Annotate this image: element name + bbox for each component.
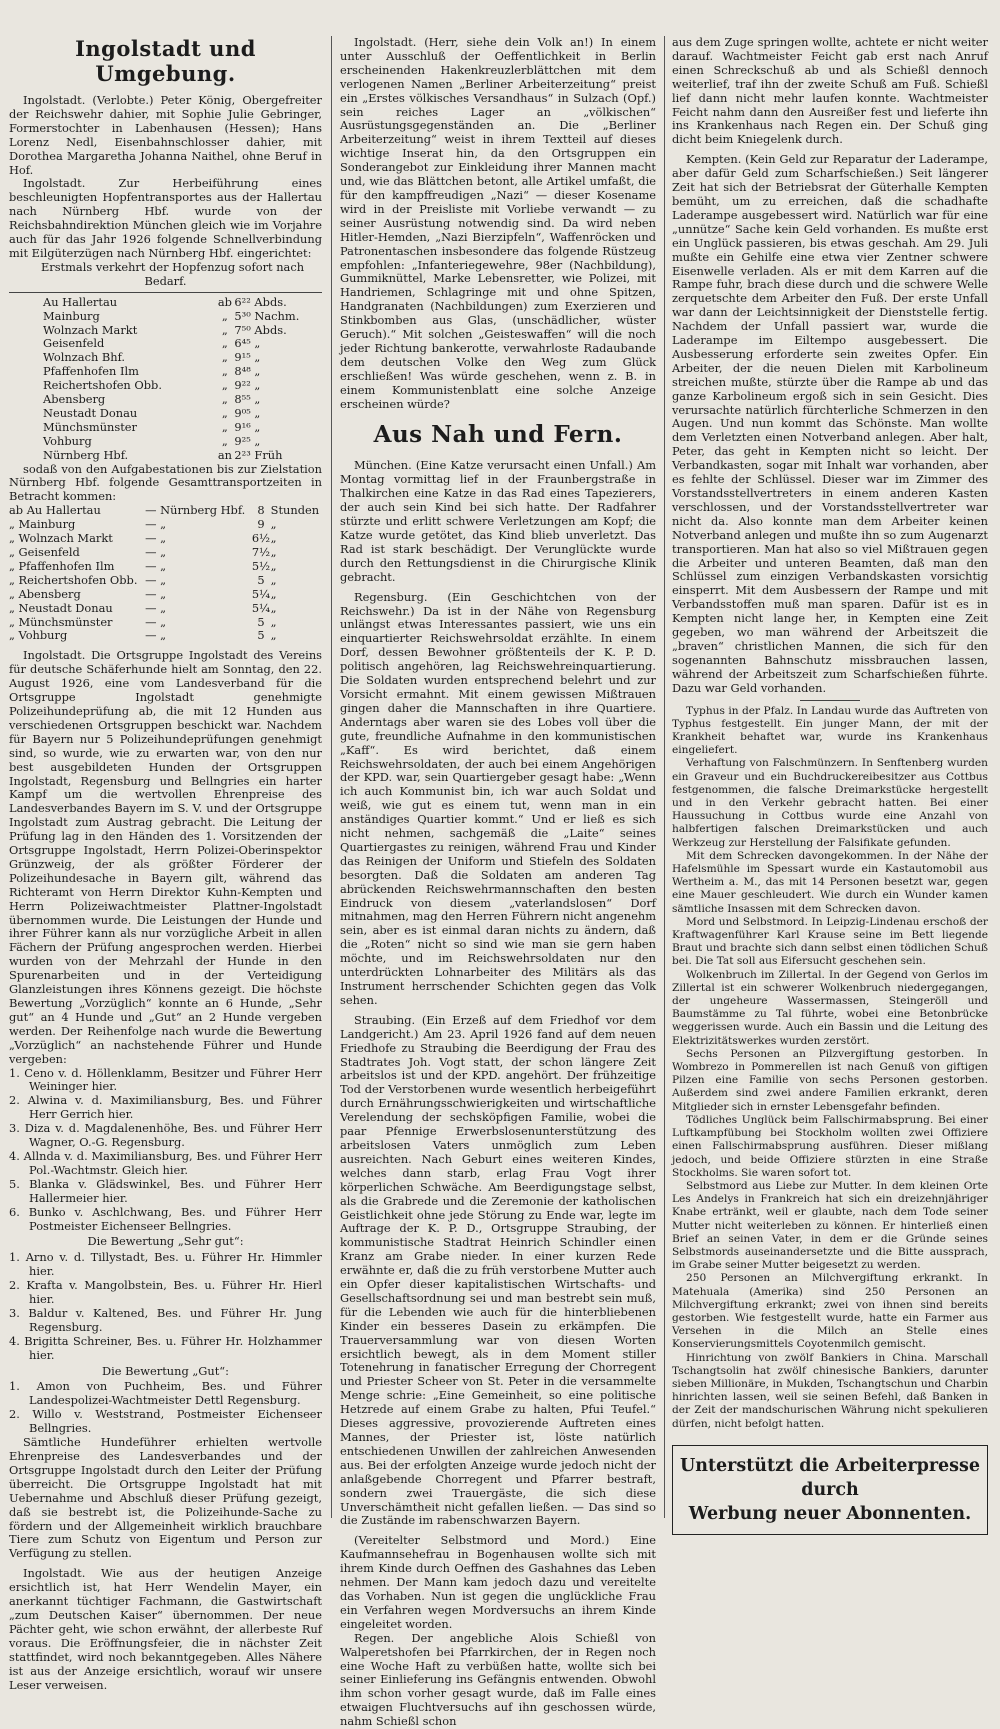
duration-unit: „	[270, 531, 277, 546]
schedule-station: Pfaffenhofen Ilm	[43, 364, 139, 379]
schedule-time: 9⁰⁵ „	[234, 405, 261, 420]
article-hop-train-durations-intro: sodaß von den Aufgabestationen bis zur Zielstation Nürnberg Hbf. folgende Gesamttransportzeiten in Betracht kommen:	[9, 461, 322, 504]
duration-hours: 5	[257, 628, 265, 643]
news-les-andelys: Selbstmord aus Liebe zur Mutter. In dem kleinen Orte Les Andelys in Frankreich hat sich ein dreizehnjähriger Knabe ertränkt, weil er glaubte, nach dem Tode seiner Mutter nicht weiterleben zu können. Er hinterließ einen Brief an seinen Vater, in dem er die Gründe seines Selbstmords auseinandersetzte und die Bitte aussprach, im Grabe seiner Mutter beigesetzt zu werden.	[672, 1179, 988, 1272]
schedule-time: 7⁵⁰ Abds.	[234, 322, 287, 337]
schedule-mark: „	[221, 308, 228, 323]
schedule-row	[9, 296, 322, 310]
news-typhus: Typhus in der Pfalz. In Landau wurde das Auftreten von Typhus festgestellt. Ein junger Mann, der mit der Krankheit behaftet war, wurde ins Krankenhaus eingeliefert.	[672, 704, 988, 757]
article-regensburg-reichswehr: Regensburg. (Ein Geschichtchen von der Reichswehr.) Da ist in der Nähe von Regensburg unlängst etwas Interessantes passiert, wie uns ein einquartierter Reichswehrsoldat erzählte. In einem Dorf, dessen Bewohner größtenteils der K. P. D. politisch angehören, lag Reichswehreinquartierung. Die Soldaten wurden entsprechend belehrt und zur Vorsicht ermahnt. Mit einem gewissen Mißtrauen gingen daher die Mannschaften in ihre Quartiere. Anderntags aber waren sie des Lobes voll über die gute, freundliche Aufnahme in den kommunistischen „Kaff“. Es wird berichtet, daß einem Reichswehrsoldaten, der auch bei einem Angehörigen der KPD. war, sein Quartiergeber gesagt habe: „Wenn ich auch Kommunist bin, ich war auch Soldat und weiß, wie gut es einem tut, wenn man in ein anständiges Quartier kommt.“ Und er ließ es sich nicht nehmen, sachgemäß die „Laite“ seines Quartiergastes zu reinigen, während Frau und Kinder das Reinigen der Uniform und Stiefeln des Soldaten besorgten. Daß die Soldaten am anderen Tag abrückenden Reichswehrmannschaften den besten Eindruck von diesem „vaterlandslosen“ Dorf mitnahmen, mag den Herren Führern nicht angenehm sein, aber es ist einmal daran nichts zu ändern, daß die „Roten“ nicht so sind wie man sie gern haben möchte, und im Reichswehrsoldaten nur den unterdrückten Lohnarbeiter des Militärs als das Instrument herrschender Schichten gegen das Volk sehen.	[340, 589, 656, 1007]
duration-to: — „	[145, 586, 167, 601]
award-entry: 1. Amon von Puchheim, Bes. und Führer Landespolizei-Wachtmeister Dettl Regensburg.	[9, 1379, 322, 1408]
duration-row	[9, 616, 322, 630]
divider	[800, 700, 860, 701]
duration-row	[9, 532, 322, 546]
schedule-mark: an	[217, 447, 232, 462]
duration-row	[9, 602, 322, 616]
column-middle	[340, 35, 656, 1729]
schedule-station: Reichertshofen Obb.	[43, 378, 162, 393]
award-entry: 1. Ceno v. d. Höllenklamm, Besitzer und Führer Herr Weininger hier.	[9, 1065, 322, 1094]
schedule-mark: ab	[217, 294, 232, 309]
schedule-mark: „	[221, 350, 228, 365]
duration-to: — Nürnberg Hbf.	[145, 503, 246, 518]
schedule-station: Vohburg	[43, 433, 92, 448]
award-entry: 1. Arno v. d. Tillystadt, Bes. u. Führer Hr. Himmler hier.	[9, 1250, 322, 1279]
duration-unit: „	[270, 600, 277, 615]
article-nazi-mailorder: Ingolstadt. (Herr, siehe dein Volk an!) In einem unter Ausschluß der Oeffentlichkeit in Berlin erscheinenden Hakenkreuzlerblättchen mit dem verlogenen Namen „Berliner Arbeiterzeitung“ preist ein „Erstes völkisches Versandhaus“ in Sulzach (Opf.) sein reiches Lager an „völkischen“ Ausrüstungsgegenständen an. Die „Berliner Arbeiterzeitung“ weist in ihrem Textteil auf dieses wichtige Inserat hin, da den Ortsgruppen ein Sonderangebot zur Einkleidung ihrer Mannen macht und, wie das Blättchen betont, alle Artikel umfaßt, die für den kampffreudigen „Nazi“ — dieser Kosename wird in der Preisliste mit Vorliebe verwandt — zu seiner Ausrüstung notwendig sind. Da wird neben Hitler-Hemden, „Nazi Bierzipfeln“, Waffenröcken und Patronentaschen insbesondere das folgende Rüstzeug empfohlen: „Infanteriegewehre, 98er (Nachbildung), Gummiknüttel, Marke Lebensretter, wie Polizei, mit Handriemen, Schlagringe mit und ohne Spitzen, Handgranaten (Nachbildungen) zum Exerzieren und Stinkbomben aus Glas, (unschädlicher, wüster Geruch).“ Mit solchen „Geisteswaffen“ will die noch jeder Richtung bankerotte, verwahrloste Radaubande dem deutschen Volke den Weg zum Glück erschließen! Was würde geschehen, wenn z. B. in einem Kommunistenblatt eine solche Anzeige erscheinen würde?	[340, 35, 656, 411]
schedule-station: Abensberg	[43, 392, 106, 407]
duration-to: — „	[145, 572, 167, 587]
schedule-time: 9¹⁵ „	[234, 350, 261, 365]
award-entry: 2. Willo v. Weststrand, Postmeister Eichenseer Bellngries.	[9, 1407, 322, 1436]
duration-hours: 5	[257, 614, 265, 629]
schedule-station: Geisenfeld	[43, 336, 105, 351]
duration-row	[9, 588, 322, 602]
article-kempten-ramp: Kempten. (Kein Geld zur Reparatur der Laderampe, aber dafür Geld zum Scharfschießen.) Seit längerer Zeit hat sich der Betriebsrat der Güterhalle Kempten bemüht, um zu erreichen, daß die schadhafte Laderampe ausgebessert wird. Natürlich war für eine „unnütze“ Sache kein Geld vorhanden. Es mußte erst ein Unglück passieren, bis etwas geschah. Am 29. Juli mußte ein Gehilfe eine etwa vier Zentner schwere Eisenwelle verladen. Als er mit dem Karren auf die Rampe fuhr, brach diese durch und die schwere Welle zerquetschte dem Arbeiter den Fuß. Der erste Unfall war dann der Leichtsinnigkeit der Dienststelle fertig. Nachdem der Unfall passiert war, wurde die Laderampe im Eiltempo ausgebessert. Die Ausbesserung erforderte sein zweites Opfer. Ein Arbeiter, der die neuen Dielen mit Karbolineum streichen mußte, stürzte über die Rampe ab und das ganze Karbolineum ergoß sich in sein Gesicht. Dies verursachte natürlich fürchterliche Schmerzen in den Augen. Und nun kommt das Schönste. Man wollte dem Verletzten einen Notverband anlegen. Aber halt, Peter, das geht in Kempten nicht so leicht. Der Verbandkasten, sogar mit Inhalt war vorhanden, aber es fehlte der Schlüssel. Dieser war im Zimmer des Vorstandsstellvertreters in einem anderen Kasten verschlossen, und der Vorstandsstellvertreter war nicht da. Also konnte man dem Arbeiter keinen Notverband anlegen und mußte ihn so zum Augenarzt transportieren. Man hat also so viel Mißtrauen gegen die Arbeiter und unteren Beamten, daß man den Schlüssel zum einzigen Verbandskasten vorsichtig einsperrt. Mit dem Ausbessern der Rampe und mit Verbandsstoffen muß man sparen. Dafür ist es in Kempten nicht lange her, in Kempten eine Zeit gegeben, wo man während der Arbeitszeit die „braven“ christlichen Mannen, die sich für den sogenannten Bahnschutz missbrauchen lassen, während der Arbeitszeit zum Scharfschießen führte. Dazu war Geld vorhanden.	[672, 152, 988, 695]
duration-hours: 9	[257, 517, 265, 532]
duration-from: „ Neustadt Donau	[9, 600, 113, 615]
duration-to: — „	[145, 517, 167, 532]
article-inn-new-tenant: Ingolstadt. Wie aus der heutigen Anzeige ersichtlich ist, hat Herr Wendelin Mayer, ein anerkannt tüchtiger Fachmann, die Gastwirtschaft „zum Deutschen Kaiser“ übernommen. Der neue Pächter geht, wie schon erwähnt, der allerbeste Ruf voraus. Die Eröffnungsfeier, die in nächster Zeit stattfindet, wird noch bekanntgegeben. Alles Nähere ist aus der Anzeige ersichtlich, worauf wir unsere Leser verweisen.	[9, 1566, 322, 1692]
news-milk-poisoning: 250 Personen an Milchvergiftung erkrankt. In Matehuala (Amerika) sind 250 Personen an Milchvergiftung erkrankt; zwei von ihnen sind bereits gestorben. Wie festgestellt wurde, hatte ein Farmer aus Versehen in die Milch an Stelle eines Konservierungsmittels Coyotenmilch gemischt.	[672, 1272, 988, 1351]
article-bogenhausen: (Vereitelter Selbstmord und Mord.) Eine Kaufmannsehefrau in Bogenhausen wollte sich mit ihrem Kinde durch Oeffnen des Gashahnes das Leben nehmen. Der Mann kam jedoch dazu und vereitelte das Vorhaben. Nun ist gegen die unglückliche Frau ein Verfahren wegen Mordversuchs an ihrem Kinde eingeleitet worden.	[340, 1533, 656, 1631]
column-right	[672, 35, 988, 1524]
schedule-station: Münchsmünster	[43, 419, 137, 434]
news-zillertal: Wolkenbruch im Zillertal. In der Gegend von Gerlos im Zillertal ist ein schwerer Wolkenbruch niedergegangen, der ungeheure Wassermassen, Steingeröll und Baumstämme zu Tal führte, wobei eine Betonbrücke weggerissen wurde. Auch ein Bassin und die Leitung des Elektrizitätswerkes wurden zerstört.	[672, 968, 988, 1047]
article-regen-escape: Regen. Der angebliche Alois Schießl von Walperetshofen bei Pfarrkirchen, der in Regen noch eine Woche Haft zu verbüßen hatte, wollte sich bei seiner Einlieferung ins Gefängnis entwenden. Obwohl ihm schon vorher gesagt wurde, daß im Falle eines etwaigen Fluchtversuchs auf ihn geschossen würde, nahm Schießl schon	[340, 1630, 656, 1729]
duration-to: — „	[145, 545, 167, 559]
subscription-appeal-box	[672, 1445, 988, 1535]
schedule-time: 9²⁵ „	[234, 433, 261, 448]
news-counterfeiters: Verhaftung von Falschmünzern. In Senftenberg wurden ein Graveur und ein Buchdruckereibesitzer aus Cottbus festgenommen, die falsche Dreimarkstücke hergestellt und in den Verkehr gebracht hatten. Bei einer Haussuchung in Cottbus wurde eine Anzahl von halbfertigen falschen Dreimarkstücken und auch Werkzeug zur Herstellung der Falsifikate gefunden.	[672, 757, 988, 849]
transport-durations-table	[9, 504, 322, 643]
award-entry: 4. Allnda v. d. Maximiliansburg, Bes. und Führer Herr Pol.-Wachtmstr. Gleich hier.	[9, 1148, 322, 1177]
schedule-row	[9, 393, 322, 407]
award-list-very-good	[9, 1251, 322, 1362]
schedule-time: 5³⁰ Nachm.	[234, 308, 300, 323]
duration-hours: 5	[257, 572, 265, 587]
schedule-row	[9, 379, 322, 393]
duration-unit: „	[270, 545, 277, 559]
duration-hours: 8	[257, 503, 265, 518]
duration-to: — „	[145, 531, 167, 546]
duration-hours: 5¼	[251, 600, 271, 615]
schedule-row	[9, 421, 322, 435]
duration-to: — „	[145, 614, 167, 629]
schedule-mark: „	[221, 419, 228, 434]
schedule-row	[9, 449, 322, 463]
duration-from: „ Geisenfeld	[9, 545, 80, 559]
schedule-mark: „	[221, 392, 228, 407]
news-leipzig: Mord und Selbstmord. In Leipzig-Lindenau erschoß der Kraftwagenführer Karl Krause seine im Bett liegende Braut und brachte sich dann selbst einen tödlichen Schuß bei. Die Tat soll aus Eifersucht geschehen sein.	[672, 915, 988, 968]
schedule-time: 9²² „	[234, 378, 261, 393]
article-regen-escape-cont: aus dem Zuge springen wollte, achtete er nicht weiter darauf. Wachtmeister Feicht gab erst nach Anruf einen Schreckschuß ab und als Schießl dennoch weiterlief, traf ihn der zweite Schuß am Fuß. Schießl lief dann nicht mehr laufen konnte. Wachtmeister Feicht nahm dann den Ausreißer fest und lieferte ihn ins Krankenhaus nach Regen ein. Der Schuß ging dicht beim Kniegelenk durch.	[672, 35, 988, 147]
schedule-time: 9¹⁶ „	[234, 419, 261, 434]
section-heading-aus-nah-und-fern: Aus Nah und Fern.	[373, 421, 623, 449]
news-mushroom: Sechs Personen an Pilzvergiftung gestorben. In Wombrezo in Pommerellen ist nach Genuß von giftigen Pilzen eine Familie von sechs Personen gestorben. Außerdem sind zwei andere Familien erkrankt, deren Mitglieder sich in ernster Lebensgefahr befinden.	[672, 1047, 988, 1113]
schedule-mark: „	[221, 322, 228, 337]
schedule-row	[9, 310, 322, 324]
column-divider	[331, 36, 332, 1518]
schedule-station: Neustadt Donau	[43, 405, 138, 420]
schedule-time: 8⁴⁸ „	[234, 364, 261, 379]
article-munich-cat: München. (Eine Katze verursacht einen Unfall.) Am Montag vormittag lief in der Fraunbergstraße in Thalkirchen eine Katze in das Rad eines Tapezierers, der auch sein Kind bei sich hatte. Der Radfahrer stürzte und erlitt schwere Verletzungen am Kopf; die Katze wurde getötet, das Kind blieb unverletzt. Das Rad ist stark beschädigt. Der Verunglückte wurde durch den Rettungsdienst in die Chirurgische Klinik gebracht.	[340, 458, 656, 584]
schedule-time: 2²³ Früh	[234, 447, 283, 462]
duration-from: „ Mainburg	[9, 517, 76, 532]
duration-hours: 6½	[251, 531, 271, 546]
duration-row	[9, 546, 322, 560]
schedule-time: 6²² Abds.	[234, 294, 287, 309]
duration-unit: „	[270, 517, 277, 532]
section-heading-ingolstadt: Ingolstadt und Umgebung.	[75, 36, 256, 86]
duration-to: — „	[145, 558, 167, 573]
duration-row	[9, 504, 322, 518]
article-straubing-cemetery: Straubing. (Ein Erzeß auf dem Friedhof vor dem Landgericht.) Am 23. April 1926 fand auf dem neuen Friedhofe zu Straubing die Beerdigung der Frau des Stadtrates Joh. Vogt statt, der schon längere Zeit arbeitslos ist und der KPD. angehört. Der frühzeitige Tod der Verstorbenen wurde wesentlich herbeigeführt durch Ernährungsschwierigkeiten und wirtschaftliche Verelendung der sechsköpfigen Familie, wobei die paar Pfennige Erwerbslosenunterstützung des arbeitslosen Vaters unmöglich zum Leben ausreichten. Nach Geburt eines weiteren Kindes, welches dann starb, erlag Frau Vogt ihrer körperlichen Schwäche. Am Beerdigungstage selbst, als die Grabrede und die Zeremonie der katholischen Geistlichkeit ohne jede Störung zu Ende war, legte im Auftrage der K. P. D., Ortsgruppe Straubing, der kommunistische Stadtrat Heinrich Schindler einen Kranz am Grabe nieder. In einer kurzen Rede erwähnte er, daß die zu früh verstorbene Mutter auch ein Opfer dieser kapitalistischen Wirtschafts- und Gesellschaftsordnung sei und man bestrebt sein muß, für die Lebenden wie auch für die hinterbliebenen Kinder ein besseres Dasein zu erkämpfen. Die Trauerversammlung war von diesen Worten ersichtlich bewegt, als in dem Moment stiller Totenehrung in fanatischer Erregung der Chorregent und Priester Scheer von St. Peter in die versammelte Menge schrie: „Eine Gemeinheit, so eine politische Hetzrede auf einem Grabe zu halten, Pfui Teufel.“ Dieses aggressive, provozierende Auftreten eines Mannes, der Priester ist, löste natürlich entschiedenen Unwillen der zahlreichen Anwesenden aus. Bei der erfolgten Anzeige wurde jedoch nicht der anlaßgebende Chorregent und Pfarrer bestraft, sondern zwei Trauergäste, die sich diese Unverschämtheit nicht gefallen ließen. — Das sind so die Zustände im rabenschwarzen Bayern.	[340, 1012, 656, 1528]
schedule-time: 6⁴⁵ „	[234, 336, 261, 351]
duration-unit: „	[270, 558, 277, 573]
award-entry: 4. Brigitta Schreiner, Bes. u. Führer Hr. Holzhammer hier.	[9, 1333, 322, 1362]
award-entry: 2. Alwina v. d. Maximiliansburg, Bes. und Führer Herr Gerrich hier.	[9, 1093, 322, 1122]
duration-row	[9, 518, 322, 532]
award-subheading-very-good: Die Bewertung „Sehr gut“:	[87, 1234, 244, 1249]
award-subheading-good: Die Bewertung „Gut“:	[102, 1363, 229, 1378]
duration-hours: 7½	[251, 545, 271, 559]
award-list-excellent	[9, 1067, 322, 1234]
schedule-row	[9, 337, 322, 351]
award-list-good	[9, 1380, 322, 1436]
duration-to: — „	[145, 628, 167, 643]
article-hop-train-note: Erstmals verkehrt der Hopfenzug sofort nach Bedarf.	[40, 259, 305, 288]
schedule-row	[9, 365, 322, 379]
article-hop-train: Ingolstadt. Zur Herbeiführung eines beschleunigten Hopfentransportes aus der Hallertau nach Nürnberg Hbf. wurde von der Reichsbahndirektion München gleich wie im Vorjahre auch für das Jahr 1926 folgende Schnellverbindung mit Eilgüterzügen nach Nürnberg Hbf. eingerichtet:	[9, 176, 322, 260]
duration-from: ab Au Hallertau	[9, 503, 101, 518]
award-entry: 5. Blanka v. Glädswinkel, Bes. und Führer Herr Hallermeier hier.	[9, 1176, 322, 1205]
schedule-station: Mainburg	[43, 308, 100, 323]
duration-unit: „	[270, 628, 277, 643]
duration-from: „ Abensberg	[9, 586, 81, 601]
article-engaged: Ingolstadt. (Verlobte.) Peter König, Obergefreiter der Reichswehr dahier, mit Sophie Julie Gebringer, Formerstochter in Labenhausen (Hessen); Hans Lorenz Nedl, Eisenbahnschlosser dahier, mit Dorothea Margaretha Johanna Naithel, ohne Beruf in Hof.	[9, 93, 322, 177]
duration-row	[9, 574, 322, 588]
duration-from: „ Reichertshofen Obb.	[9, 572, 138, 587]
schedule-mark: „	[221, 364, 228, 379]
duration-row	[9, 560, 322, 574]
schedule-station: Wolnzach Markt	[43, 322, 138, 337]
duration-from: „ Pfaffenhofen Ilm	[9, 558, 115, 573]
news-spessart: Mit dem Schrecken davongekommen. In der Nähe der Hafelsmühle im Spessart wurde ein Kastautomobil aus Wertheim a. M., das mit 14 Personen besetzt war, gegen eine Mauer geschleudert. Wie durch ein Wunder kamen sämtliche Insassen mit dem Schrecken davon.	[672, 849, 988, 915]
news-china-bankers: Hinrichtung von zwölf Bankiers in China. Marschall Tschangtsolin hat zwölf chinesische Bankiers, darunter sieben Millionäre, in Mukden, Tschangtschun und Charbin hinrichten lassen, weil sie seinen Befehl, daß Banken in der Zeit der mandschurischen Währung nicht spekulieren dürfen, nicht befolgt hatten.	[672, 1351, 988, 1430]
duration-unit: Stunden	[270, 503, 320, 518]
award-entry: 3. Baldur v. Kaltened, Bes. und Führer Hr. Jung Regensburg.	[9, 1305, 322, 1334]
column-divider	[664, 36, 665, 1518]
award-entry: 6. Bunko v. Aschlchwang, Bes. und Führer Herr Postmeister Eichenseer Bellngries.	[9, 1204, 322, 1233]
schedule-station: Nürnberg Hbf.	[43, 447, 129, 462]
schedule-time: 8⁵⁵ „	[234, 392, 261, 407]
appeal-line-2: Werbung neuer Abonnenten.	[688, 1503, 972, 1524]
duration-unit: „	[270, 586, 277, 601]
article-dog-trial: Ingolstadt. Die Ortsgruppe Ingolstadt des Vereins für deutsche Schäferhunde hielt am Sonntag, den 22. August 1926, eine vom Landesverband für die Ortsgruppe Ingolstadt genehmigte Polizeihundeprüfung ab, die mit 12 Hunden aus verschiedenen Ortsgruppen beschickt war. Nachdem für Bayern nur 5 Polizeihundeprüfungen genehmigt sind, so wurde, wie zu erwarten war, von den nur best ausgebildeten Hunden der Ortsgruppen Ingolstadt, Regensburg und Bellngries ein harter Kampf um die wertvollen Ehrenpreise des Landesverbandes Bayern im S. V. und der Ortsgruppe Ingolstadt zum Austrag gebracht. Die Leitung der Prüfung lag in den Händen des 1. Vorsitzenden der Ortsgruppe Ingolstadt, Herrn Polizei-Oberinspektor Grünzweig, der als größter Förderer der Polizeihundesache in Bayern gilt, während das Richteramt von Herrn Direktor Kuhn-Kempten und Herrn Polizeiwachtmeister Plattner-Ingolstadt übernommen wurde. Die Leistungen der Hunde und ihrer Führer kann als nur vorzügliche Arbeit in allen Fächern der Prüfung angesprochen werden. Hierbei wurden von der Mehrzahl der Hunde in den Spurenarbeiten und in der Verteidigung Glanzleistungen ihres Könnens gezeigt. Die höchste Bewertung „Vorzüglich“ konnte an 6 Hunde, „Sehr gut“ an 4 Hunde und „Gut“ an 2 Hunde vergeben werden. Der Reihenfolge nach wurde die Bewertung „Vorzüglich“ an nachstehende Führer und Hunde vergeben:	[9, 648, 322, 1066]
article-dog-trial-closing: Sämtliche Hundeführer erhielten wertvolle Ehrenpreise des Landesverbandes und der Ortsgruppe Ingolstadt durch den Leiter der Prüfung überreicht. Die Ortsgruppe Ingolstadt hat mit Uebernahme und Abschluß dieser Prüfung gezeigt, daß sie bestrebt ist, die Polizeihunde-Sache zu fördern und der Allgemeinheit wirklich brauchbare Tiere zum Schutz von Eigentum und Person zur Verfügung zu stellen.	[9, 1435, 322, 1561]
duration-hours: 5¼	[251, 586, 271, 601]
schedule-row	[9, 324, 322, 338]
duration-row	[9, 629, 322, 643]
award-entry: 3. Diza v. d. Magdalenenhöhe, Bes. und Führer Herr Wagner, O.-G. Regensburg.	[9, 1121, 322, 1150]
schedule-mark: „	[221, 336, 228, 351]
schedule-station: Wolnzach Bhf.	[43, 350, 126, 365]
duration-from: „ Münchsmünster	[9, 614, 113, 629]
duration-from: „ Vohburg	[9, 628, 68, 643]
hop-train-schedule	[9, 296, 322, 463]
divider	[9, 292, 322, 293]
duration-to: — „	[145, 600, 167, 615]
schedule-station: Au Hallertau	[43, 294, 118, 309]
schedule-mark: „	[221, 405, 228, 420]
duration-hours: 5½	[251, 558, 271, 573]
schedule-row	[9, 435, 322, 449]
duration-unit: „	[270, 572, 277, 587]
schedule-row	[9, 407, 322, 421]
duration-from: „ Wolnzach Markt	[9, 531, 113, 546]
duration-unit: „	[270, 614, 277, 629]
award-entry: 2. Krafta v. Mangolbstein, Bes. u. Führer Hr. Hierl hier.	[9, 1278, 322, 1307]
news-parachute: Tödliches Unglück beim Fallschirmabsprung. Bei einer Luftkampfübung bei Stockholm wollten zwei Offiziere einen Fallschirmabsprung ausführen. Dieser mißlang jedoch, und beide Offiziere stürzten in eine Straße Stockholms. Sie waren sofort tot.	[672, 1113, 988, 1179]
schedule-mark: „	[221, 433, 228, 448]
appeal-line-1: Unterstützt die Arbeiterpresse durch	[679, 1455, 981, 1500]
column-left	[9, 36, 322, 1692]
schedule-row	[9, 351, 322, 365]
schedule-mark: „	[221, 378, 228, 393]
